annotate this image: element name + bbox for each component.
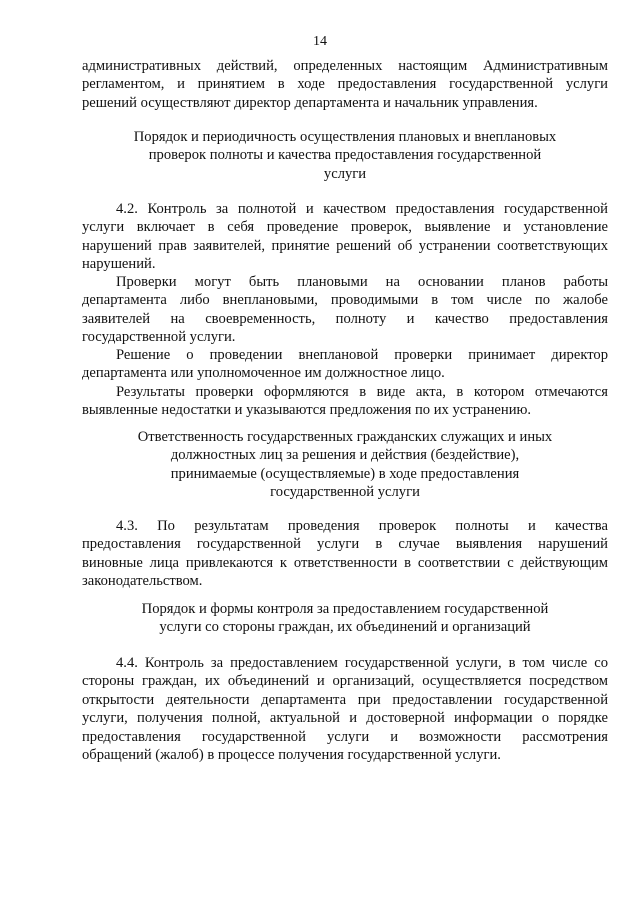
section3-paragraph-4-4 <box>82 654 608 764</box>
intro-paragraph <box>82 57 608 112</box>
heading-line: Порядок и формы контроля за предоставлением государственной <box>141 601 549 617</box>
text-line: 4.4. Контроль за предоставлением государственной услуги, в том числе со <box>116 655 608 671</box>
section-heading-1 <box>82 128 608 183</box>
page-number: 14 <box>313 34 327 49</box>
text-line: административных действий, определенных настоящим Административным <box>82 58 608 74</box>
text-line: законодательством. <box>82 573 203 590</box>
section2-paragraph-4-3 <box>82 517 608 591</box>
heading-line: должностных лиц за решения и действия (бездействие), <box>170 447 520 464</box>
text-line: выявленные недостатки и указываются предложения по их устранению. <box>82 402 532 419</box>
text-line: государственной услуги. <box>82 329 236 346</box>
text-line: открытости деятельности департамента при предоставлении государственной <box>82 691 608 708</box>
heading-line: услуги со стороны граждан, их объединений и организаций <box>159 619 531 636</box>
section1-paragraph-decision <box>82 346 608 383</box>
section1-paragraph-results <box>82 383 608 420</box>
text-line: заявителей на своевременность, полноту и качество предоставления <box>82 310 608 327</box>
heading-line: Ответственность государственных гражданских служащих и иных <box>137 429 553 445</box>
heading-line: государственной услуги <box>270 484 420 501</box>
text-line: услуги включает в себя проведение проверок, выявление и установление <box>82 219 608 236</box>
text-line: департамента либо внеплановыми, проводимыми в том числе по жалобе <box>82 292 608 309</box>
text-line: нарушений прав заявителей, принятие решений об устранении соответствующих <box>82 237 608 254</box>
text-line: Результаты проверки оформляются в виде акта, в котором отмечаются <box>116 384 608 400</box>
text-line: решений осуществляют директор департамента и начальник управления. <box>82 94 538 111</box>
heading-line: услуги <box>323 165 367 182</box>
text-line: 4.2. Контроль за полнотой и качеством предоставления государственной <box>116 201 608 217</box>
text-line: виновные лица привлекаются к ответственности в соответствии с действующим <box>82 554 608 571</box>
section-heading-2 <box>82 428 608 502</box>
text-line: департамента или уполномоченное им должностное лицо. <box>82 365 445 382</box>
text-line: нарушений. <box>82 256 156 273</box>
heading-line: Порядок и периодичность осуществления плановых и внеплановых <box>133 129 557 145</box>
text-line: Решение о проведении внеплановой проверки принимает директор <box>116 347 608 363</box>
text-line: регламентом, и принятием в ходе предоставления государственной услуги <box>82 76 608 93</box>
section1-paragraph-4-2 <box>82 200 608 274</box>
text-line: предоставления государственной услуги и возможности рассмотрения <box>82 728 608 745</box>
text-line: услуги, получения полной, актуальной и достоверной информации о порядке <box>82 710 608 727</box>
text-line: 4.3. По результатам проведения проверок полноты и качества <box>116 518 608 534</box>
heading-line: принимаемые (осуществляемые) в ходе предоставления <box>170 465 520 482</box>
heading-line: проверок полноты и качества предоставления государственной <box>148 147 542 164</box>
text-line: стороны граждан, их объединений и организаций, осуществляется посредством <box>82 673 608 690</box>
text-line: Проверки могут быть плановыми на основании планов работы <box>116 274 608 290</box>
section1-paragraph-checks <box>82 273 608 347</box>
text-line: обращений (жалоб) в процессе получения государственной услуги. <box>82 747 501 764</box>
section-heading-3 <box>82 600 608 637</box>
text-line: предоставления государственной услуги в случае выявления нарушений <box>82 536 608 553</box>
